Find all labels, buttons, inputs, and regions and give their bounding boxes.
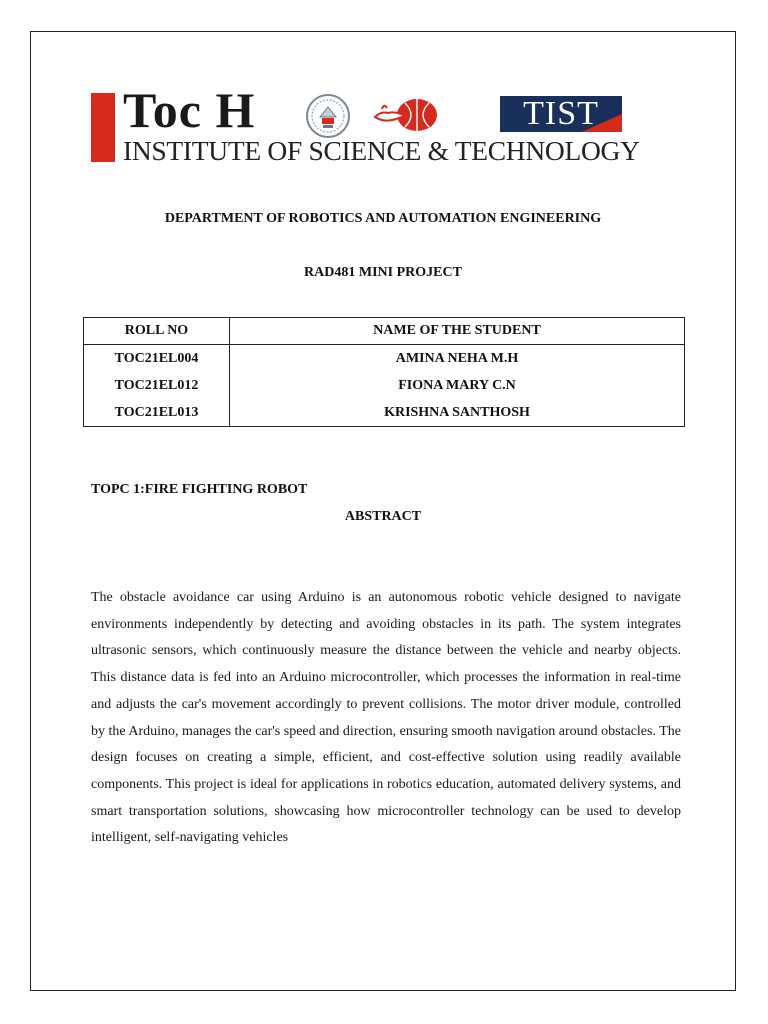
logo-institute-name: INSTITUTE OF SCIENCE & TECHNOLOGY <box>123 135 640 166</box>
roll-no-cell: TOC21EL004 <box>84 345 230 373</box>
students-table <box>83 317 685 427</box>
tist-badge-corner <box>582 114 622 132</box>
student-name-cell: FIONA MARY C.N <box>230 372 685 399</box>
table-header-student-name: NAME OF THE STUDENT <box>230 318 685 345</box>
department-heading: DEPARTMENT OF ROBOTICS AND AUTOMATION ENGINEERING <box>164 211 602 226</box>
table-header-row <box>84 318 685 345</box>
tist-badge <box>500 96 622 132</box>
topic-heading: TOPC 1:FIRE FIGHTING ROBOT <box>91 482 308 497</box>
table-row <box>84 372 685 399</box>
student-name-cell: AMINA NEHA M.H <box>230 345 685 373</box>
institute-seal-icon <box>305 93 351 139</box>
abstract-body: The obstacle avoidance car using Arduino is an autonomous robotic vehicle designed to navigate environments independently by detecting and avoiding obstacles in its path. The system integrates ultrasonic sensors, which continuously measure the distance between the vehicle and nearby objects. This distance data is fed into an Arduino microcontroller, which processes the information in real-time and adjusts the car's movement accordingly to prevent collisions. The motor driver module, controlled by the Arduino, manages the car's speed and direction, ensuring smooth navigation around obstacles. The design focuses on creating a simple, efficient, and cost-effective solution using readily available components. This project is ideal for applications in robotics education, automated delivery systems, and smart transportation solutions, showcasing how microcontroller technology can be used to develop intelligent, self-navigating vehicles <box>91 590 681 846</box>
table-row <box>84 399 685 427</box>
logo-brand-name: Toc H <box>123 82 256 138</box>
table-header-roll-no: ROLL NO <box>84 318 230 345</box>
logo-red-bar <box>91 93 115 162</box>
project-title: RAD481 MINI PROJECT <box>304 265 462 280</box>
student-name-cell: KRISHNA SANTHOSH <box>230 399 685 427</box>
lamp-emblem-icon <box>372 97 440 133</box>
abstract-heading: ABSTRACT <box>344 509 422 524</box>
table-row <box>84 345 685 373</box>
tist-badge-text: TIST <box>523 96 599 132</box>
roll-no-cell: TOC21EL012 <box>84 372 230 399</box>
roll-no-cell: TOC21EL013 <box>84 399 230 427</box>
